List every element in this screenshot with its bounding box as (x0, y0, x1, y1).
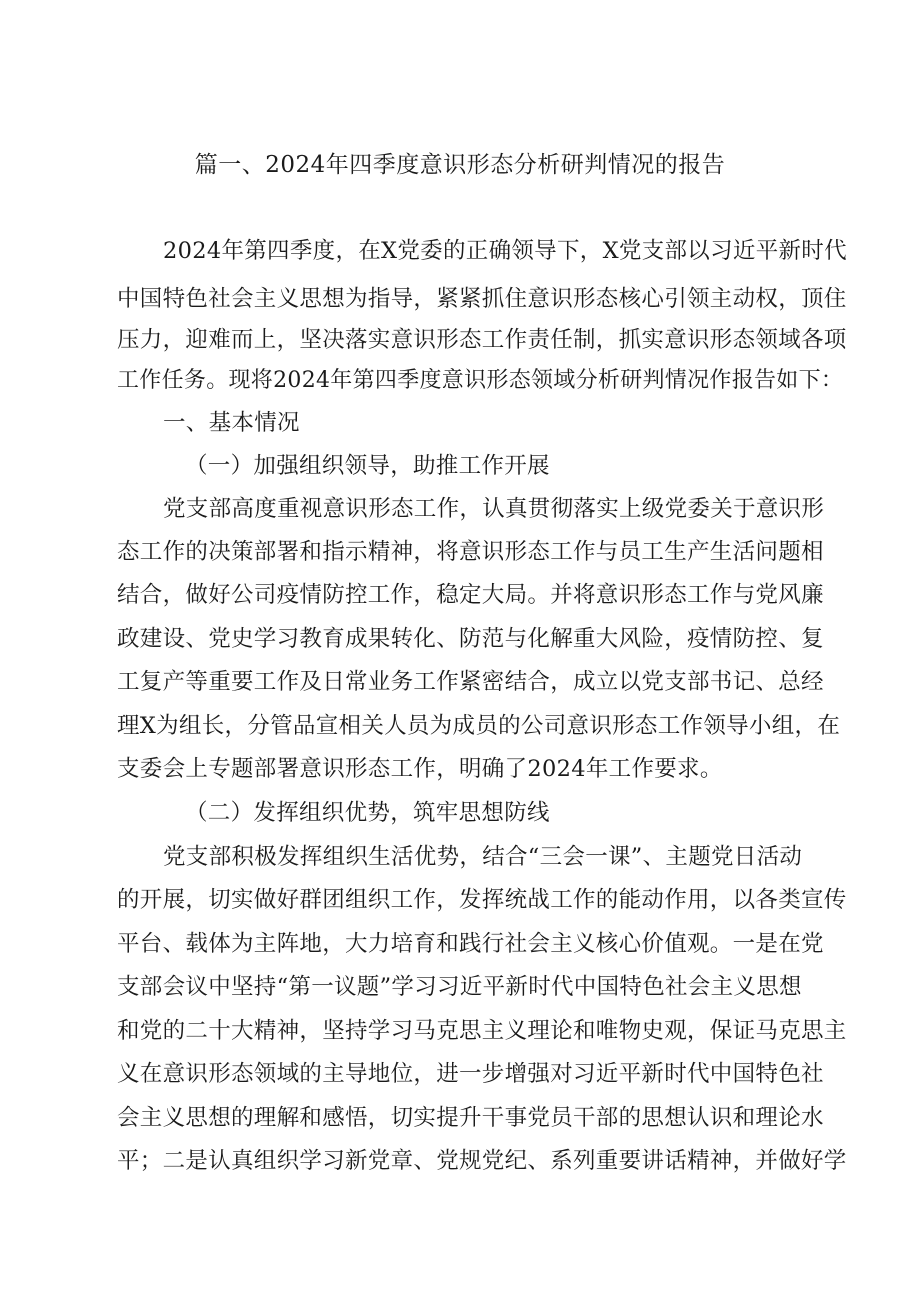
section-heading: 一、基本情况 (163, 410, 300, 436)
paragraph-line: 态工作的决策部署和指示精神，将意识形态工作与员工生产生活问题相 (117, 539, 824, 565)
paragraph-line: 平台、载体为主阵地，大力培育和践行社会主义核心价值观。一是在党 (117, 931, 824, 957)
paragraph-line: 和党的二十大精神，坚持学习马克思主义理论和唯物史观，保证马克思主 (117, 1018, 847, 1044)
paragraph-line: 支委会上专题部署意识形态工作，明确了2024年工作要求。 (117, 756, 723, 782)
paragraph-line: 工作任务。现将2024年第四季度意识形态领域分析研判情况作报告如下： (117, 368, 844, 393)
paragraph-line: 党支部积极发挥组织生活优势，结合“三会一课”、主题党日活动 (163, 844, 803, 870)
subsection-heading: （一）加强组织领导，助推工作开展 (185, 453, 550, 479)
paragraph-line: 平；二是认真组织学习新党章、党规党纪、系列重要讲话精神，并做好学 (117, 1148, 847, 1174)
paragraph-line: 压力，迎难而上，坚决落实意识形态工作责任制，抓实意识形态领域各项 (117, 327, 847, 353)
paragraph-line: 理X为组长，分管品宣相关人员为成员的公司意识形态工作领导小组，在 (117, 713, 841, 739)
paragraph-line: 中国特色社会主义思想为指导，紧紧抓住意识形态核心引领主动权，顶住 (117, 286, 847, 312)
paragraph-line: 的开展，切实做好群团组织工作，发挥统战工作的能动作用，以各类宣传 (117, 887, 847, 913)
paragraph-line: 政建设、党史学习教育成果转化、防范与化解重大风险，疫情防控、复 (117, 626, 824, 652)
subsection-heading: （二）发挥组织优势，筑牢思想防线 (185, 800, 550, 826)
document-title: 篇一、2024年四季度意识形态分析研判情况的报告 (194, 152, 726, 178)
paragraph-line: 义在意识形态领域的主导地位，进一步增强对习近平新时代中国特色社 (117, 1061, 824, 1087)
paragraph-line: 2024年第四季度，在X党委的正确领导下，X党支部以习近平新时代 (163, 238, 847, 264)
paragraph-line: 会主义思想的理解和感悟，切实提升干事党员干部的思想认识和理论水 (117, 1105, 824, 1131)
paragraph-line: 结合，做好公司疫情防控工作，稳定大局。并将意识形态工作与党风廉 (117, 582, 824, 608)
paragraph-line: 党支部高度重视意识形态工作，认真贯彻落实上级党委关于意识形 (163, 496, 825, 522)
paragraph-line: 工复产等重要工作及日常业务工作紧密结合，成立以党支部书记、总经 (117, 669, 824, 695)
paragraph-line: 支部会议中坚持“第一议题”学习习近平新时代中国特色社会主义思想 (117, 974, 802, 1000)
